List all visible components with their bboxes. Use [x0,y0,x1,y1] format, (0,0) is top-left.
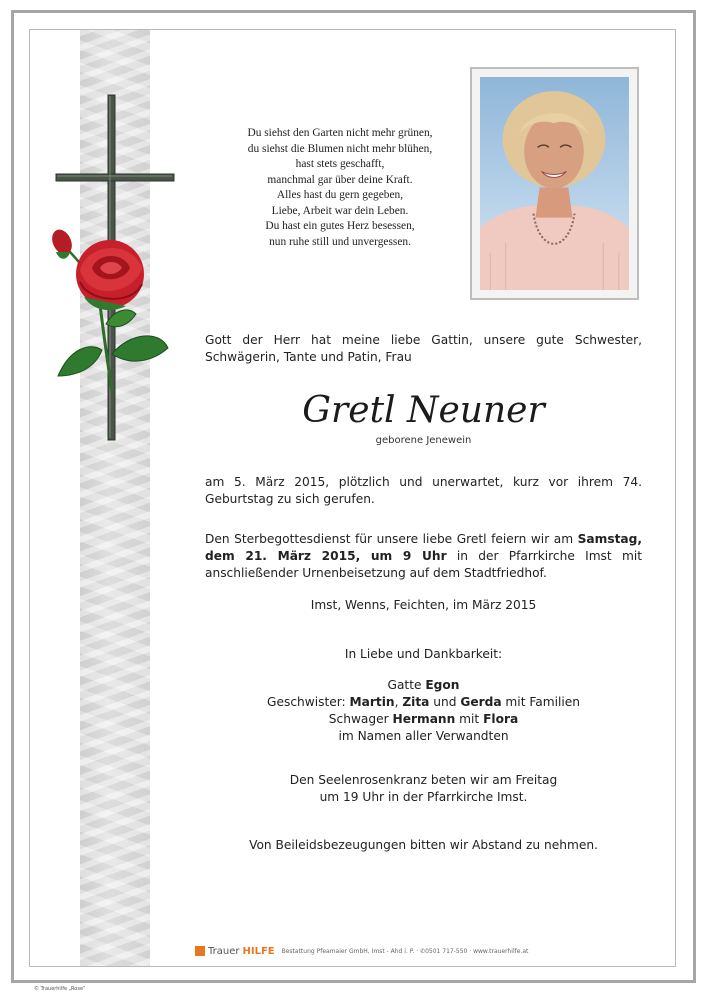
poem [205,126,475,250]
spouse-name: Egon [425,678,460,692]
siblings-line [205,694,642,711]
logo-icon [195,946,205,956]
birth-name: geborene Jenewein [375,435,472,446]
poem-line: Alles hast du gern gegeben, [276,189,404,201]
logo-text-trauer: Trauer [208,945,240,957]
sibling-name: Zita [402,695,430,709]
funeral-date: Samstag, dem 21. März 2015, um 9 Uhr [205,532,642,563]
death-notice: am 5. März 2015, plötzlich und unerwartet, kurz vor ihrem 74. Geburtstag zu sich gerufen. [205,475,642,506]
poem-line: du siehst die Blumen nicht mehr blühen, [247,142,433,155]
cross-with-rose-icon [40,92,180,442]
with-text: mit [455,712,484,726]
siblings-label: Geschwister: [267,695,350,709]
rosary-line: Den Seelenrosenkranz beten wir am Freitag [289,773,558,787]
partner-name: Flora [483,712,519,726]
siblings-suffix: mit Familien [501,695,580,709]
portrait-frame [470,67,639,300]
sibling-name: Gerda [460,695,502,709]
brother-in-law-label: Schwager [328,712,393,726]
poem-line: hast stets geschafft, [295,158,385,170]
spouse-line [205,677,642,694]
poem-line: Liebe, Arbeit war dein Leben. [271,204,409,217]
brother-in-law-line [205,711,642,728]
rosary-notice [205,772,642,806]
logo-text-hilfe: HILFE [242,945,275,957]
spouse-label: Gatte [387,678,426,692]
intro-text: Gott der Herr hat meine liebe Gattin, unsere gute Schwester, Schwägerin, Tante und Patin, Frau [205,333,642,364]
funeral-notice [205,531,642,582]
poem-line: nun ruhe still und unvergessen. [269,235,411,248]
copyright: © Trauerhilfe „Rose“ [34,986,86,992]
family-list [205,677,642,745]
place-date: Imst, Wenns, Feichten, im März 2015 [310,598,537,612]
brother-in-law-name: Hermann [392,712,456,726]
separator: und [429,695,461,709]
poem-line: Du siehst den Garten nicht mehr grünen, [247,127,433,139]
funeral-text-after: in der Pfarrkirche Imst mit anschließender Urnenbeisetzung auf dem Stadtfriedhof. [205,549,643,580]
separator: , [394,695,403,709]
footer-info: Bestattung Pfeamaier GmbH, Imst - Ahd i. P. · ✆0501 717-550 · www.trauerhilfe.at [281,947,529,955]
relatives-line: im Namen aller Verwandten [338,729,509,743]
footer [195,944,545,958]
funeral-text-before: Den Sterbegottesdienst für unsere liebe Gretl feiern wir am [205,532,578,546]
poem-line: Du hast ein gutes Herz besessen, [265,220,415,232]
gratitude-heading: In Liebe und Dankbarkeit: [344,647,503,661]
rosary-line: um 19 Uhr in der Pfarrkirche Imst. [319,790,528,804]
poem-line: manchmal gar über deine Kraft. [267,173,413,186]
portrait-photo [480,77,629,290]
sibling-name: Martin [349,695,395,709]
deceased-name: Gretl Neuner [302,390,545,431]
portrait-icon [480,77,629,290]
condolence-note: Von Beileidsbezeugungen bitten wir Abstand zu nehmen. [249,838,598,852]
